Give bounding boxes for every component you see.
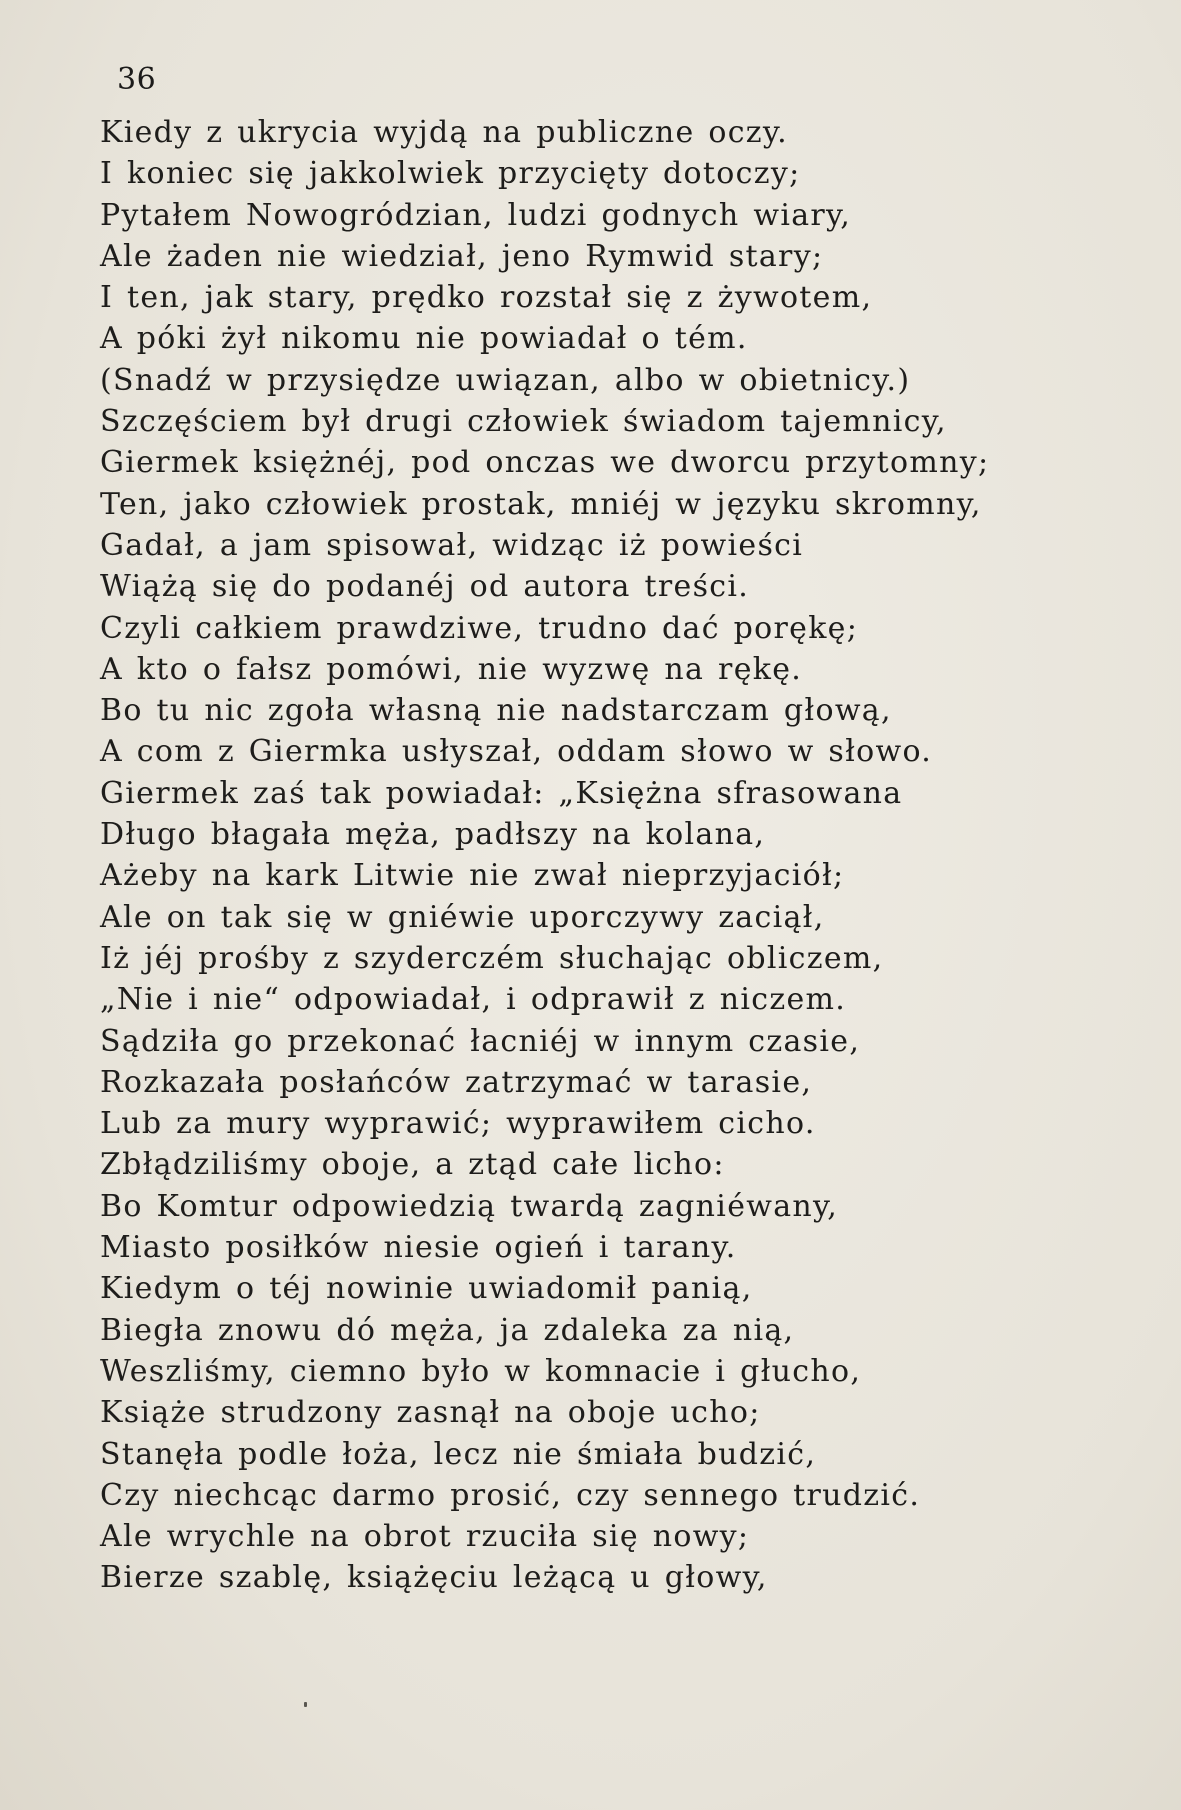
verse-line: Iż jéj prośby z szyderczém słuchając obliczem, (100, 940, 884, 976)
verse-line: Pytałem Nowogródzian, ludzi godnych wiary, (100, 197, 852, 233)
verse-line: Ten, jako człowiek prostak, mniéj w języku skromny, (100, 486, 982, 522)
verse-line: Czy niechcąc darmo prosić, czy sennego trudzić. (100, 1477, 921, 1513)
verse-line: Lub za mury wyprawić; wyprawiłem cicho. (100, 1106, 816, 1142)
verse-line: Ale wrychle na obrot rzuciła się nowy; (100, 1519, 750, 1555)
verse-line: A kto o fałsz pomówi, nie wyzwę na rękę. (100, 651, 803, 687)
verse-line: Bierze szablę, książęciu leżącą u głowy, (100, 1560, 768, 1596)
verse-text (100, 112, 1100, 1599)
verse-line: Weszliśmy, ciemno było w komnacie i głucho, (100, 1353, 862, 1389)
verse-line: (Snadź w przysiędze uwiązan, albo w obietnicy.) (100, 362, 911, 398)
verse-line: Książe strudzony zasnął na oboje ucho; (100, 1395, 761, 1431)
verse-line: Kiedy z ukrycia wyjdą na publiczne oczy. (100, 115, 789, 150)
verse-line: Rozkazała posłańców zatrzymać w tarasie, (100, 1064, 813, 1100)
verse-line: Giermek zaś tak powiadał: „Księżna sfrasowana (100, 775, 903, 811)
verse-line: I koniec się jakkolwiek przycięty dotoczy; (100, 156, 801, 192)
verse-line: Giermek księżnéj, pod onczas we dworcu przytomny; (100, 445, 990, 481)
verse-line: Zbłądziliśmy oboje, a ztąd całe licho: (100, 1147, 725, 1183)
verse-line: Sądziła go przekonać łacniéj w innym czasie, (100, 1023, 861, 1059)
verse-line: Gadał, a jam spisował, widząc iż powieści (100, 527, 804, 563)
verse-line: Stanęła podle łoża, lecz nie śmiała budzić, (100, 1436, 817, 1472)
verse-line: Bo Komtur odpowiedzią twardą zagniéwany, (100, 1188, 839, 1224)
verse-line: Ale on tak się w gniéwie uporczywy zaciął, (100, 899, 825, 935)
verse-line: Szczęściem był drugi człowiek świadom tajemnicy, (100, 404, 947, 440)
ink-speck (304, 1702, 307, 1707)
verse-line: Kiedym o téj nowinie uwiadomił panią, (100, 1271, 753, 1307)
page-number: 36 (117, 62, 157, 97)
verse-line: Bo tu nic zgoła własną nie nadstarczam głową, (100, 693, 892, 729)
verse-line: Długo błagała męża, padłszy na kolana, (100, 817, 766, 853)
verse-line: Ażeby na kark Litwie nie zwał nieprzyjaciół; (100, 858, 845, 894)
verse-line: Ale żaden nie wiedział, jeno Rymwid stary; (100, 238, 824, 274)
verse-line: I ten, jak stary, prędko rozstał się z żywotem, (100, 280, 873, 316)
verse-line: A com z Giermka usłyszał, oddam słowo w słowo. (100, 734, 933, 770)
verse-line: Biegła znowu dó męża, ja zdaleka za nią, (100, 1312, 795, 1348)
verse-line: Czyli całkiem prawdziwe, trudno dać porękę; (100, 610, 859, 646)
verse-line: Wiążą się do podanéj od autora treści. (100, 569, 750, 605)
verse-line: A póki żył nikomu nie powiadał o tém. (100, 321, 748, 357)
verse-line: Miasto posiłków niesie ogień i tarany. (100, 1230, 737, 1266)
verse-line: „Nie i nie“ odpowiadał, i odprawił z niczem. (100, 982, 847, 1018)
